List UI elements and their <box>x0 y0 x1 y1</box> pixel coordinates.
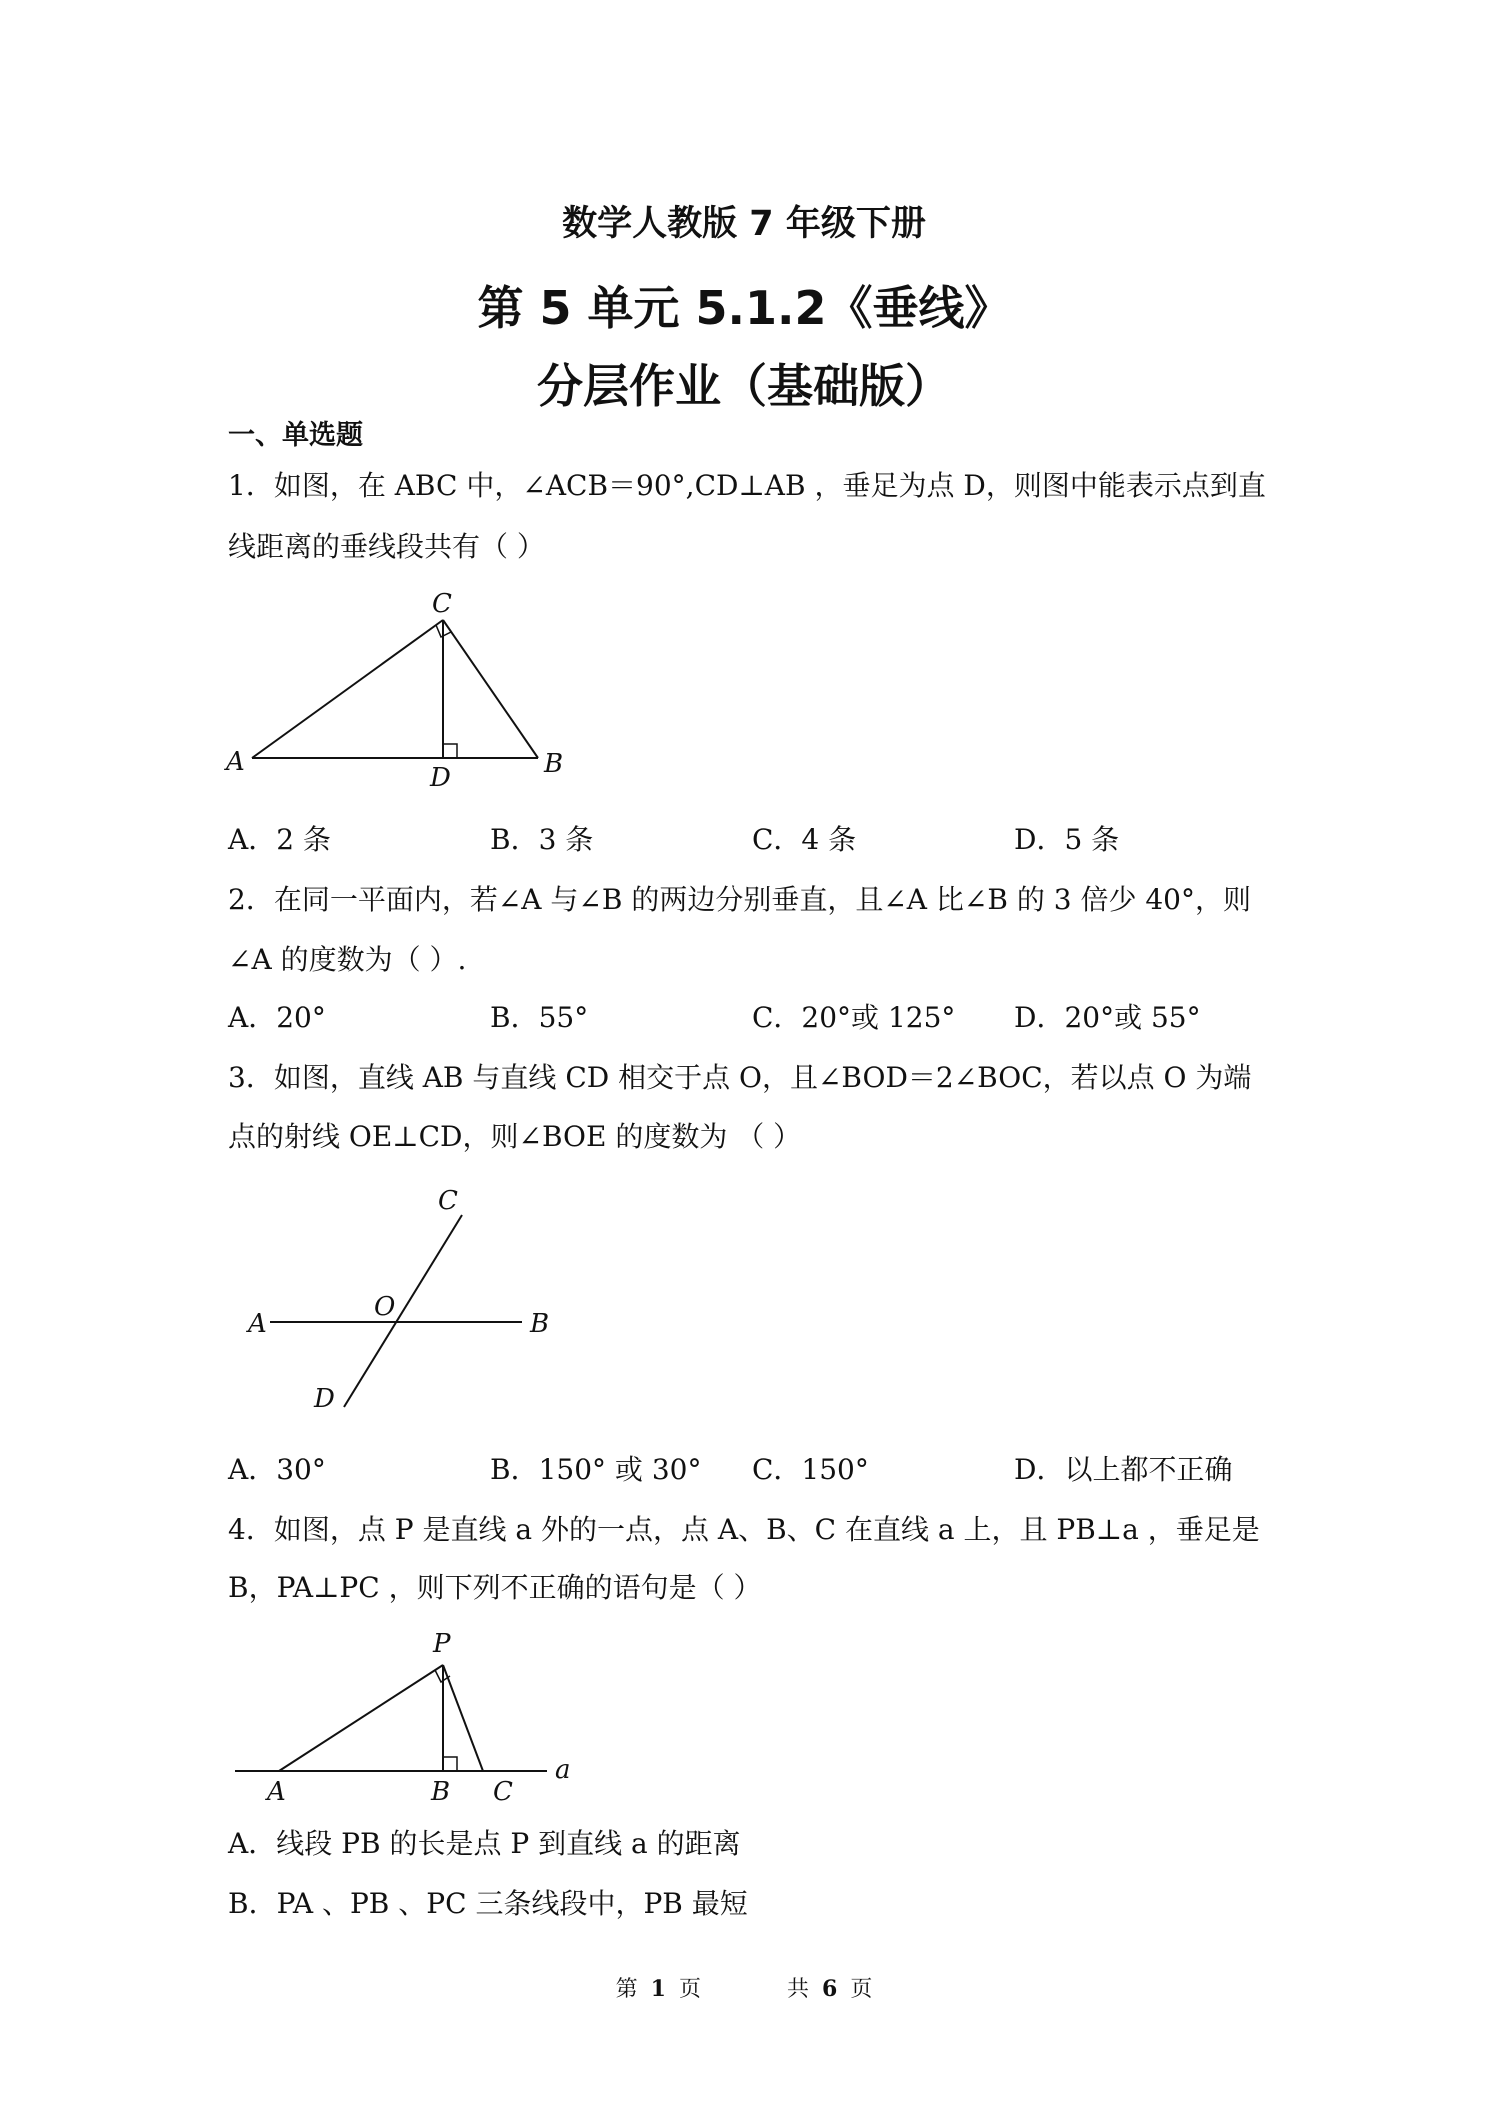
q3-option-c[interactable]: C．150° <box>752 1453 869 1486</box>
q3-stem-line1: 3．如图，直线 AB 与直线 CD 相交于点 O，且∠BOD＝2∠BOC，若以点 O 为端 <box>228 1061 1252 1094</box>
q2-option-c[interactable]: C．20°或 125° <box>752 1001 956 1034</box>
footer-total-suffix: 页 <box>850 1977 873 2002</box>
q3-label-a: A <box>248 1309 267 1339</box>
q4-option-a[interactable]: A．线段 PB 的长是点 P 到直线 a 的距离 <box>228 1827 741 1860</box>
doc-title-unit: 第 5 单元 5.1.2《垂线》 <box>477 281 1011 335</box>
q3-label-b: B <box>530 1309 550 1339</box>
q1-stem-line2: 线距离的垂线段共有（ ） <box>228 530 545 563</box>
footer-page-number: 1 <box>650 1976 666 2002</box>
q4-perpendicular-figure <box>225 1620 605 1815</box>
q2-stem-line1: 2．在同一平面内，若∠A 与∠B 的两边分别垂直，且∠A 比∠B 的 3 倍少 40°，则 <box>228 883 1252 916</box>
q1-label-a: A <box>226 747 245 777</box>
q2-option-a[interactable]: A．20° <box>228 1001 326 1034</box>
q3-intersecting-lines-figure <box>240 1185 570 1420</box>
q1-option-a[interactable]: A．2 条 <box>228 823 331 856</box>
section-heading: 一、单选题 <box>228 420 363 451</box>
q2-option-b[interactable]: B．55° <box>490 1001 589 1034</box>
q4-label-line-a: a <box>555 1755 571 1785</box>
q4-stem-line1: 4．如图，点 P 是直线 a 外的一点，点 A、B、C 在直线 a 上，且 PB⊥a ，垂足是 <box>228 1513 1260 1546</box>
q4-stem-line2: B，PA⊥PC ，则下列不正确的语句是（ ） <box>228 1571 762 1604</box>
footer-total-pages: 6 <box>822 1976 838 2002</box>
q3-option-d[interactable]: D．以上都不正确 <box>1014 1453 1233 1486</box>
q2-stem-line2: ∠A 的度数为（ ）. <box>228 943 467 976</box>
q1-label-d: D <box>430 763 451 790</box>
q3-option-a[interactable]: A．30° <box>228 1453 326 1486</box>
doc-title-level: 分层作业（基础版） <box>537 359 951 413</box>
q4-label-b: B <box>431 1777 451 1807</box>
q3-label-c: C <box>438 1186 458 1216</box>
q1-label-b: B <box>544 749 564 779</box>
doc-title-textbook: 数学人教版 7 年级下册 <box>562 204 926 244</box>
q3-label-o: O <box>374 1292 396 1322</box>
q2-option-d[interactable]: D．20°或 55° <box>1014 1001 1201 1034</box>
q4-label-p: P <box>433 1629 451 1659</box>
footer-page-suffix: 页 <box>678 1977 701 2002</box>
q4-label-c: C <box>493 1777 513 1807</box>
footer-page-prefix: 第 <box>615 1977 638 2002</box>
q3-option-b[interactable]: B．150° 或 30° <box>490 1453 702 1486</box>
page-footer <box>0 1972 1488 2003</box>
footer-total-prefix: 共 <box>787 1977 810 2002</box>
q1-option-b[interactable]: B．3 条 <box>490 823 594 856</box>
q4-option-b[interactable]: B．PA 、PB 、PC 三条线段中，PB 最短 <box>228 1887 748 1920</box>
q1-triangle-figure <box>220 580 580 790</box>
q4-label-a: A <box>267 1777 286 1807</box>
q1-stem-line1: 1．如图，在 ABC 中，∠ACB＝90°,CD⊥AB ，垂足为点 D，则图中能表示点到直 <box>228 469 1266 502</box>
q3-stem-line2: 点的射线 OE⊥CD，则∠BOE 的度数为 （ ） <box>228 1120 802 1153</box>
q1-label-c: C <box>432 589 452 619</box>
q1-option-d[interactable]: D．5 条 <box>1014 823 1120 856</box>
q1-option-c[interactable]: C．4 条 <box>752 823 857 856</box>
q3-label-d: D <box>314 1384 335 1414</box>
